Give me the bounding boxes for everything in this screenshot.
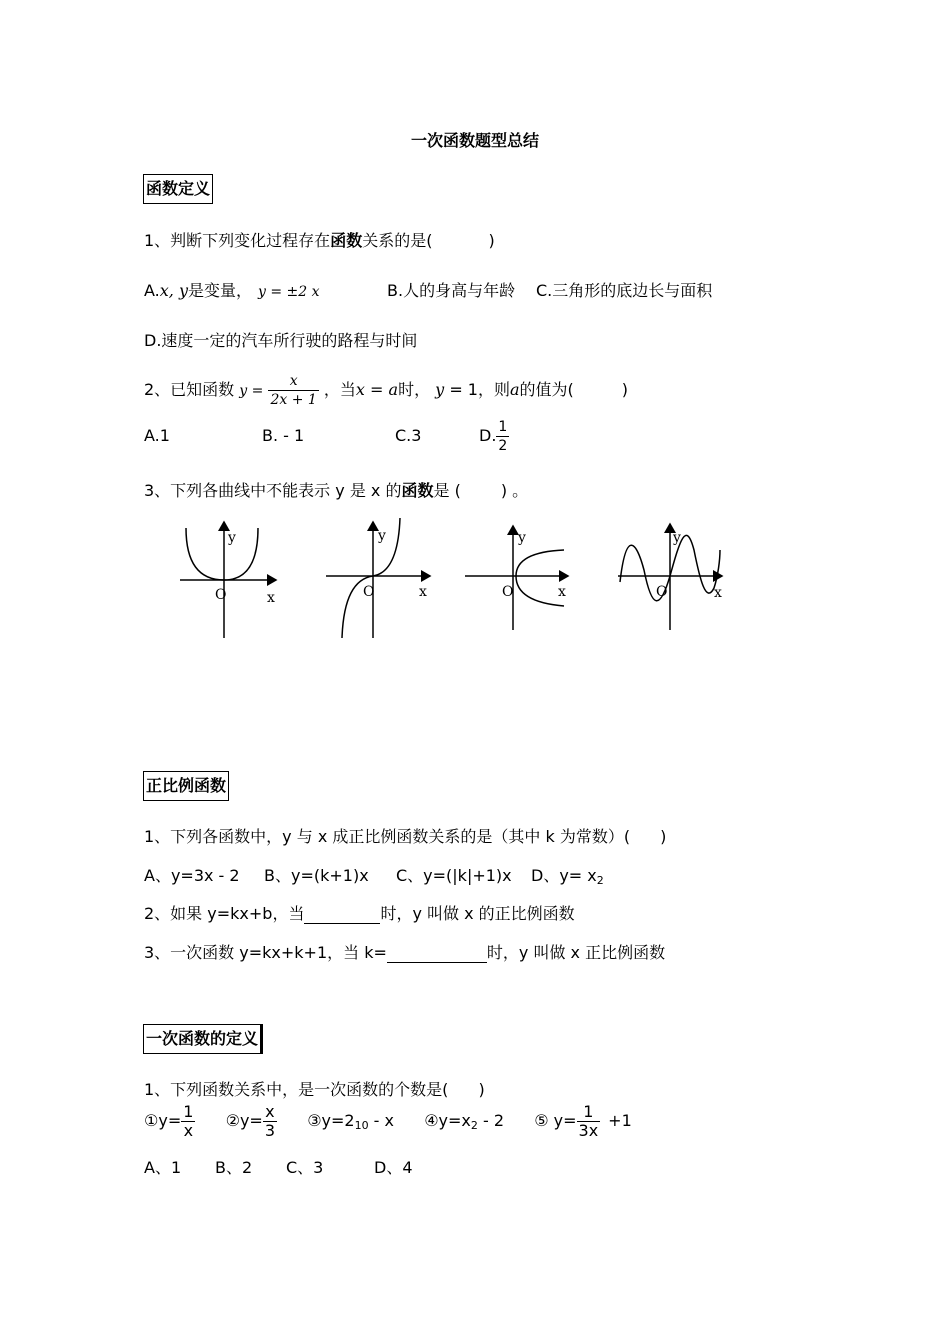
s1-question-3 [144,478,528,501]
s3-f5-prefix: ⑤ y= [534,1111,577,1130]
s1-q2-suffix: 的值为( [519,380,574,399]
s2-q1-option-a: A、y=3x - 2 [144,866,240,885]
s1-q1-option-d: D.速度一定的汽车所行驶的路程与时间 [144,331,418,350]
s3-f4 [424,1111,509,1130]
graph-3-origin-label: O [502,584,514,600]
s3-f1-fraction [181,1103,195,1140]
graph-3-sideways-parabola [465,526,568,630]
page-title: 一次函数题型总结 [410,131,539,150]
s3-f5-fraction [577,1103,601,1140]
s1-q3-close: ) 。 [500,481,529,500]
s1-q2-prefix: 2、已知函数 [144,380,235,399]
s3-q1-text: 1、下列函数关系中，是一次函数的个数是( [144,1080,449,1099]
s1-q2-y1-var: y [435,380,445,399]
s2-q2-suffix: 时，y 叫做 x 的正比例函数 [380,904,575,923]
s3-f5-suffix: +1 [608,1111,632,1130]
s1-q3-suffix: 是 ( [433,481,461,500]
s1-q2-mid1: ，当 [323,380,356,399]
s3-f1-prefix: ①y= [144,1111,182,1130]
s3-f3 [307,1111,399,1130]
graph-3-y-label: y [518,530,526,546]
s1-q2-close: ) [621,380,629,399]
graph-4-origin-label: O [656,584,668,600]
s1-q2-option-c: C.3 [395,426,422,445]
s1-q2-optD-den: 2 [498,438,508,454]
graph-3-x-label: x [558,584,566,600]
s2-q3-suffix: 时，y 叫做 x 正比例函数 [486,943,666,962]
graph-1-origin-label: O [215,587,227,603]
s1-q1-optA-prefix: A. [144,281,160,300]
s2-question-1 [144,824,666,847]
s3-q1-option-c: C、3 [286,1158,324,1177]
s2-optD-prefix: D、y= x [531,866,597,885]
s3-q1-option-a: A、1 [144,1158,182,1177]
s1-q1-option-a [144,278,320,301]
s1-q2-den: 2x + 1 [270,392,317,408]
s3-question-1 [144,1077,485,1100]
s3-q1-option-b: B、2 [215,1158,253,1177]
graph-4-x-label: x [714,585,722,601]
s1-q2-num: x [289,373,298,389]
graph-2-curve [342,518,400,638]
graph-4-wave [618,524,722,630]
s1-q2-mid2: 时， [398,380,431,399]
s3-f3-sub: 10 [354,1119,369,1132]
s3-f2 [225,1102,283,1140]
graph-4-y-label: y [673,530,681,546]
graph-2-y-label: y [378,528,386,544]
s3-f2-den: 3 [264,1121,275,1140]
s2-q3-blank[interactable] [387,946,487,963]
s1-q2-optD-num: 1 [498,419,508,435]
s2-optD-sub: 2 [596,874,604,887]
s3-f2-num: x [265,1102,275,1121]
s1-q1-prefix: 1、判断下列变化过程存在 [144,231,331,250]
s3-f4-suffix: - 2 [477,1111,505,1130]
s1-question-2 [144,370,628,411]
s1-q2-y: y = [239,383,264,399]
s2-q3-prefix: 3、一次函数 y=kx+k+1，当 k= [144,943,387,962]
s3-f2-fraction [263,1103,277,1140]
s3-f5-den: 3x [578,1121,599,1140]
graph-2-x-label: x [419,584,427,600]
s3-q1-option-d: D、4 [374,1158,413,1177]
s3-f5 [534,1102,632,1140]
s1-q1-bold: 函数 [330,231,363,250]
graph-1-curve [186,528,258,580]
s1-q2-option-a: A.1 [144,426,170,445]
s1-question-1 [144,228,495,251]
s2-question-3 [144,940,665,963]
s1-q2-option-d [479,418,509,455]
s3-f2-prefix: ②y= [225,1111,263,1130]
s1-q1-suffix: 关系的是( [362,231,433,250]
s1-q1-optA-eq: y = ±2 x [258,284,320,300]
s2-q1-text: 1、下列各函数中，y 与 x 成正比例函数关系的是（其中 k 为常数）( [144,827,631,846]
s1-q1-close: ) [488,231,495,250]
s3-q1-close: ) [478,1080,485,1099]
s1-q3-bold: 函数 [401,481,434,500]
section-heading-linear-function-definition: 一次函数的定义 [143,1024,261,1054]
s1-q1-optA-mid: 是变量， [187,281,252,300]
graph-1-y-label: y [228,530,236,546]
graph-1-x-label: x [267,590,275,606]
section-heading-direct-proportion: 正比例函数 [143,771,229,801]
s2-question-2 [144,901,575,924]
curve-graphs [160,510,760,645]
s3-f4-sub: 2 [470,1119,478,1132]
s3-f1-num: 1 [183,1102,194,1121]
s3-f3-prefix: ③y=2 [307,1111,355,1130]
s1-q2-optD-fraction [496,418,509,455]
s1-q2-fraction [268,372,318,409]
s1-q3-prefix: 3、下列各曲线中不能表示 y 是 x 的 [144,481,402,500]
s1-q1-optA-vars: x, y [159,281,188,300]
s3-f4-prefix: ④y=x [424,1111,471,1130]
s2-q1-option-c: C、y=(|k|+1)x [396,866,512,885]
s3-f3-suffix: - x [368,1111,395,1130]
s1-q2-optD-prefix: D. [479,426,497,445]
s2-q1-option-d [531,863,604,887]
s3-f1 [144,1102,201,1140]
s1-q2-a: a [510,380,520,399]
s2-q2-prefix: 2、如果 y=kx+b，当 [144,904,305,923]
s1-q2-cond: x = a [355,380,399,399]
s3-function-list [144,1098,632,1149]
s1-q1-option-b: B.人的身高与年龄 [387,281,516,300]
section-heading-function-definition: 函数定义 [143,174,213,204]
s1-q2-option-b: B. - 1 [262,426,305,445]
s3-f5-num: 1 [583,1102,594,1121]
graph-3-curve [516,550,564,606]
graph-2-origin-label: O [363,584,375,600]
s1-q2-y1-val: = 1，则 [449,380,510,399]
s3-f1-den: x [181,1121,195,1140]
s2-q2-blank[interactable] [304,907,380,924]
s1-q1-option-c: C.三角形的底边长与面积 [536,281,713,300]
s2-q1-close: ) [660,827,667,846]
s2-q1-option-b: B、y=(k+1)x [264,866,369,885]
